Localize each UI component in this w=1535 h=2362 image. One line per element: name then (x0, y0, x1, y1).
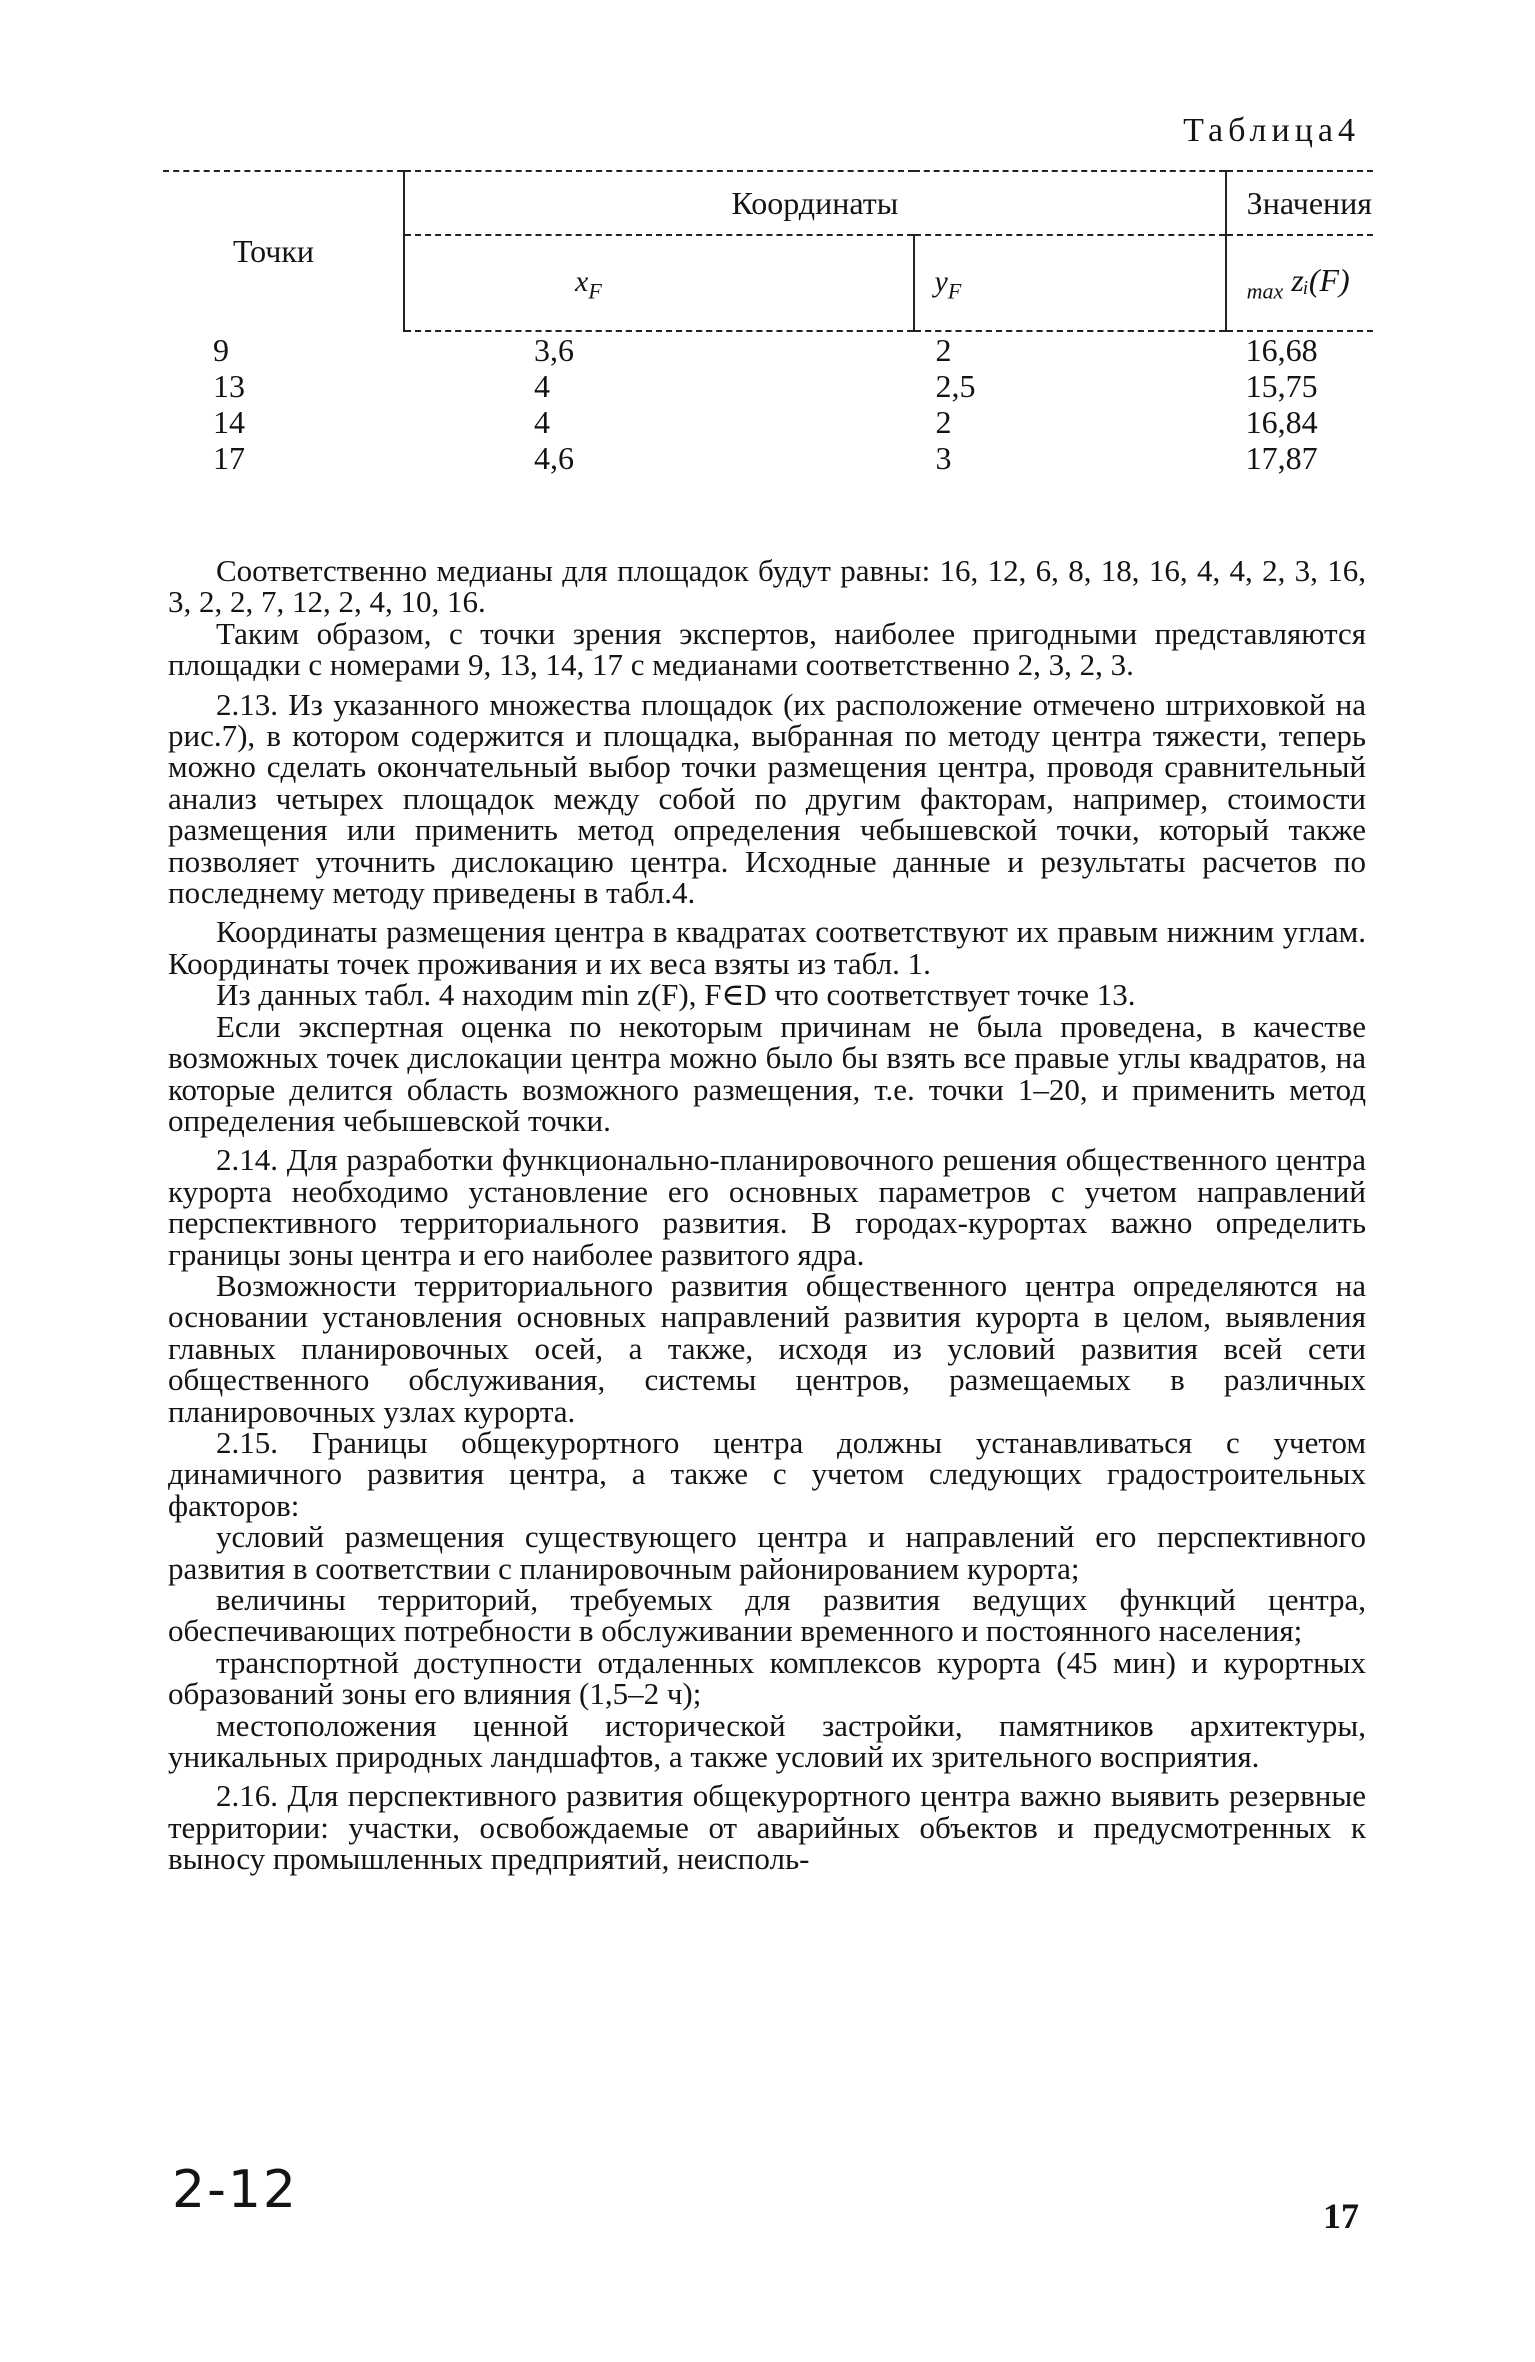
header-coordinates: Координаты (404, 171, 1226, 235)
cell-x: 4 (534, 368, 550, 404)
paragraph: транспортной доступности отдаленных комплексов курорта (45 мин) и курортных образований зоны его влияния (1,5–2 ч); (168, 1644, 1366, 1712)
cell-point: 13 (213, 368, 245, 404)
header-y: $y_F$ (914, 235, 1226, 331)
cell-y: 2,5 (935, 368, 976, 404)
paragraph: Из данных табл. 4 находим min z(F), F∈D что соответствует точке 13. (216, 977, 1136, 1013)
table-row (163, 404, 1373, 440)
paragraph: Если экспертная оценка по некоторым причинам не была проведена, в качестве возможных точек дислокации центра можно было бы взять все правые углы квадратов, на которые делится область возможного размещения, т.е. точки 1–20, и применить метод определения чебышевской точки. (168, 1008, 1366, 1138)
paragraph: Соответственно медианы для площадок будут равны: 16, 12, 6, 8, 18, 16, 4, 4, 2, 3, 16, 3, 2, 2, 7, 12, 2, 4, 10, 16. (168, 553, 1366, 620)
header-x: $x_F$ (404, 235, 914, 331)
cell-y: 2 (935, 404, 952, 440)
header-values: Значения (1226, 171, 1373, 235)
cell-value: 16,84 (1245, 404, 1318, 440)
paragraph: 2.14. Для разработки функционально-планировочного решения общественного центра курорта необходимо установление его основных параметров с учетом направлений перспективного территориального развития. В городах-курортах важно определить границы зоны центра и его наиболее развитого ядра. (168, 1142, 1366, 1272)
values-table (163, 170, 1373, 476)
paragraph: 2.13. Из указанного множества площадок (их расположение отмечено штриховкой на рис.7), в котором содержится и площадка, выбранная по методу центра тяжести, теперь можно сделать окончательный выбор точки размещения центра, проводя сравнительный анализ четырех площадок между собой по другим факторам, например, стоимости размещения или применить метод определения чебышевской точки, который также позволяет уточнить дислокацию центра. Исходные данные и результаты расчетов по последнему методу приведены в табл.4. (168, 686, 1366, 911)
cell-point: 9 (213, 331, 229, 368)
header-max-z: $_{max}$ zᵢ(F) (1226, 235, 1373, 331)
paragraph: Таким образом, с точки зрения экспертов, наиболее пригодными представляются площадки с номерами 9, 13, 14, 17 с медианами соответственно 2, 3, 2, 3. (168, 615, 1366, 683)
cell-point: 17 (213, 440, 245, 476)
paragraph: 2.15. Границы общекурортного центра должны устанавливаться с учетом динамичного развития центра, а также с учетом следующих градостроительных факторов: (168, 1424, 1366, 1523)
cell-point: 14 (213, 404, 245, 440)
table-row (163, 331, 1373, 368)
handwritten-code: 2-12 (172, 2160, 299, 2220)
table-row (163, 368, 1373, 404)
cell-x: 3,6 (534, 332, 574, 368)
cell-value: 17,87 (1245, 440, 1318, 476)
header-points: Точки (163, 171, 404, 331)
cell-y: 3 (935, 440, 952, 476)
paragraph: Координаты размещения центра в квадратах соответствуют их правым нижним углам. Координаты точек проживания и их веса взяты из табл. 1. (168, 914, 1366, 981)
cell-value: 15,75 (1245, 368, 1318, 404)
paragraph: условий размещения существующего центра и направлений его перспективного развития в соответствии с планировочным районированием курорта; (168, 1519, 1366, 1586)
table-caption: Таблица4 (1183, 112, 1360, 149)
page-number: 17 (1323, 2196, 1359, 2236)
cell-value: 16,68 (1245, 332, 1318, 368)
paragraph: местоположения ценной исторической застройки, памятников архитектуры, уникальных природных ландшафтов, а также условий их зрительного восприятия. (168, 1707, 1366, 1775)
table-row (163, 440, 1373, 476)
cell-y: 2 (935, 332, 952, 368)
paragraph: величины территорий, требуемых для развития ведущих функций центра, обеспечивающих потребности в обслуживании временного и постоянного населения; (168, 1582, 1366, 1649)
body-text (168, 555, 1366, 1875)
cell-x: 4,6 (534, 440, 574, 476)
paragraph: Возможности территориального развития общественного центра определяются на основании установления основных направлений развития курорта в целом, выявления главных планировочных осей, а также, исходя из условий развития всей сети общественного обслуживания, системы центров, размещаемых в различных планировочных узлах курорта. (168, 1267, 1366, 1429)
paragraph: 2.16. Для перспективного развития общекурортного центра важно выявить резервные территории: участки, освобождаемые от аварийных объектов и предусмотренных к выносу промышленных предприятий, неисполь- (168, 1778, 1366, 1877)
cell-x: 4 (534, 404, 550, 440)
